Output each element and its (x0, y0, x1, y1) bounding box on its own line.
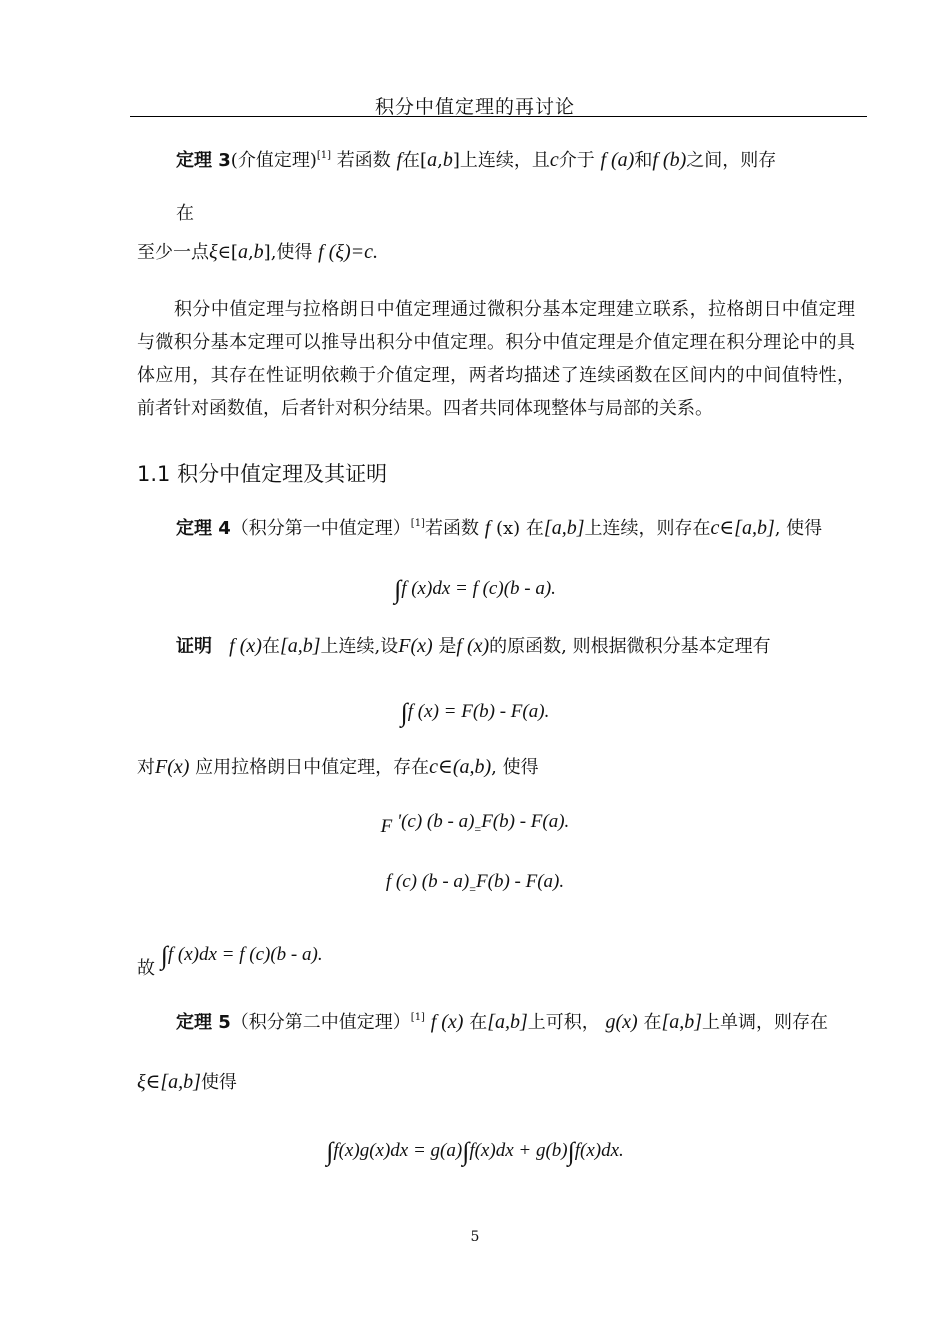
proof-formula-4 (160, 941, 323, 970)
theorem-5-gx: g(x) (605, 1011, 638, 1033)
theorem-5-formula-part-a: f(x)g(x)dx = g(a) (333, 1140, 463, 1161)
theorem-3-citation: [1] (316, 150, 332, 161)
theorem-3-text: 和 (634, 150, 653, 171)
theorem-5-formula-part-c: f(x)dx. (574, 1140, 624, 1161)
proof-formula-3-lhs: f (c) (b - a) (385, 871, 470, 892)
section-title: 积分中值定理及其证明 (177, 462, 388, 486)
theorem-3-f: f (396, 149, 403, 171)
proof-text: 故 (137, 958, 155, 979)
theorem-3-b: b (253, 241, 264, 263)
theorem-4-c-in: c∈[a,b] (710, 517, 775, 539)
theorem-3-line-3 (137, 240, 378, 265)
theorem-5-text: 在 (469, 1012, 488, 1033)
proof-text: 应用拉格朗日中值定理，存在 (195, 757, 430, 778)
theorem-5-text: 上单调，则存在 (702, 1012, 829, 1033)
theorem-5-xi-in: ξ∈[a,b] (137, 1071, 201, 1093)
proof-c-in: c∈(a,b) (429, 756, 492, 778)
integral-sign: ∫ (326, 1137, 334, 1166)
section-number: 1.1 (137, 462, 171, 486)
theorem-4-interval: [a,b] (543, 517, 585, 539)
integral-sign: ∫ (567, 1137, 575, 1166)
theorem-3-text: 之间，则存 (686, 150, 777, 171)
page-number: 5 (470, 1229, 480, 1245)
proof-formula-1 (0, 694, 950, 727)
theorem-4-name: （积分第一中值定理） (230, 518, 411, 539)
theorem-3-text: ]上连续，且 (452, 150, 550, 171)
theorem-5-fx: f (x) (430, 1011, 464, 1033)
running-header: 积分中值定理的再讨论 (374, 96, 575, 118)
proof-formula-2-F: F (380, 816, 393, 837)
theorem-5-citation: [1] (410, 1012, 425, 1023)
proof-text: 对 (137, 757, 155, 778)
theorem-3-b: b (442, 149, 453, 171)
integral-sign: ∫ (462, 1137, 470, 1166)
proof-text: , 使得 (491, 757, 539, 778)
proof-text: 的原函数, 则根据微积分基本定理有 (489, 636, 771, 657)
proof-formula-2-rhs: F(b) - F(a). (481, 811, 570, 832)
theorem-3-label: 定理 3 (176, 150, 231, 171)
theorem-4-formula-text: f (x)dx = f (c)(b - a). (401, 578, 556, 599)
proof-formula-2-lhs: '(c) (b - a) (397, 811, 475, 832)
integral-sign: ∫ (400, 698, 408, 727)
theorem-3-comma: , (437, 150, 443, 171)
theorem-5-text: 使得 (200, 1072, 237, 1093)
integral-sign: ∫ (160, 941, 168, 970)
theorem-3-c: c (549, 149, 559, 171)
theorem-5-text: 在 (643, 1012, 662, 1033)
theorem-3-text: 至少一点 (137, 242, 209, 263)
theorem-4-formula (0, 571, 950, 604)
proof-conclusion (137, 940, 323, 979)
theorem-3-line-2: 在 (176, 203, 194, 224)
theorem-3-conclusion: f (ξ)=c. (318, 241, 378, 263)
theorem-5-interval: [a,b] (661, 1011, 703, 1033)
header-rule (130, 116, 867, 117)
proof-formula-3 (0, 871, 950, 896)
proof-formula-3-rhs: F(b) - F(a). (476, 871, 565, 892)
proof-fx: f (x) (456, 635, 490, 657)
theorem-5-line-1 (176, 1006, 828, 1035)
theorem-3-text: ∈[ (217, 242, 238, 263)
theorem-5-formula-part-b: f(x)dx + g(b) (469, 1140, 568, 1161)
theorem-3-a: a (427, 149, 438, 171)
theorem-3-comma: , (247, 242, 254, 263)
theorem-3-name: (介值定理) (230, 150, 317, 171)
theorem-3-text: 介于 (558, 150, 595, 171)
proof-label: 证明 (176, 636, 212, 657)
theorem-4-f: f (484, 517, 491, 539)
proof-text: 在 (261, 636, 280, 657)
proof-Fx: F(x) (398, 635, 433, 657)
theorem-3-text: 在[ (402, 150, 428, 171)
section-heading (137, 458, 387, 488)
theorem-5-text: 上可积， (527, 1012, 600, 1033)
theorem-4-text: 若函数 (424, 518, 479, 539)
proof-formula-4-text: f (x)dx = f (c)(b - a). (167, 944, 323, 965)
theorem-4-text: 上连续，则存在 (584, 518, 711, 539)
theorem-4-line (176, 512, 822, 541)
theorem-3-text: ],使得 (263, 242, 313, 263)
integral-sign: ∫ (394, 575, 402, 604)
theorem-5-line-2 (137, 1070, 237, 1095)
theorem-5-label: 定理 5 (176, 1012, 231, 1033)
proof-text: 设 (380, 636, 399, 657)
theorem-3-fa: f (a) (600, 149, 635, 171)
theorem-3-xi: ξ (209, 241, 218, 263)
theorem-4-text: (x) 在 (490, 518, 544, 539)
proof-fx: f (x) (229, 635, 262, 657)
theorem-3-line-1 (176, 144, 776, 173)
body-paragraph: 积分中值定理与拉格朗日中值定理通过微积分基本定理建立联系，拉格朗日中值定理与微积分基本定理可以推导出积分中值定理。积分中值定理是介值定理在积分理论中的具体应用，其存在性证明依赖于介值定理，两者均描述了连续函数在区间内的中间值特性，前者针对函数值，后者针对积分结果。四者共同体现整体与局部的关系。 (137, 299, 855, 419)
theorem-3-text: 若函数 (331, 150, 391, 171)
proof-formula-2 (0, 811, 950, 837)
proof-Fx: F(x) (155, 756, 190, 778)
proof-text: 上连续, (320, 636, 381, 657)
proof-line-1 (176, 634, 771, 659)
theorem-3-fb: f (b) (652, 149, 687, 171)
theorem-4-label: 定理 4 (176, 518, 231, 539)
proof-line-2 (137, 755, 539, 780)
theorem-5-formula (0, 1133, 950, 1166)
theorem-3-a: a (237, 241, 248, 263)
theorem-5-name: （积分第二中值定理） (230, 1012, 411, 1033)
proof-formula-3-eq: = (469, 882, 477, 896)
proof-interval: [a,b] (279, 635, 321, 657)
theorem-4-text: , 使得 (774, 518, 823, 539)
proof-formula-1-text: f (x) = F(b) - F(a). (407, 701, 550, 722)
theorem-5-interval: [a,b] (487, 1011, 528, 1033)
proof-text: 是 (438, 636, 457, 657)
theorem-4-citation: [1] (410, 518, 425, 529)
proof-formula-2-eq: = (474, 822, 482, 836)
